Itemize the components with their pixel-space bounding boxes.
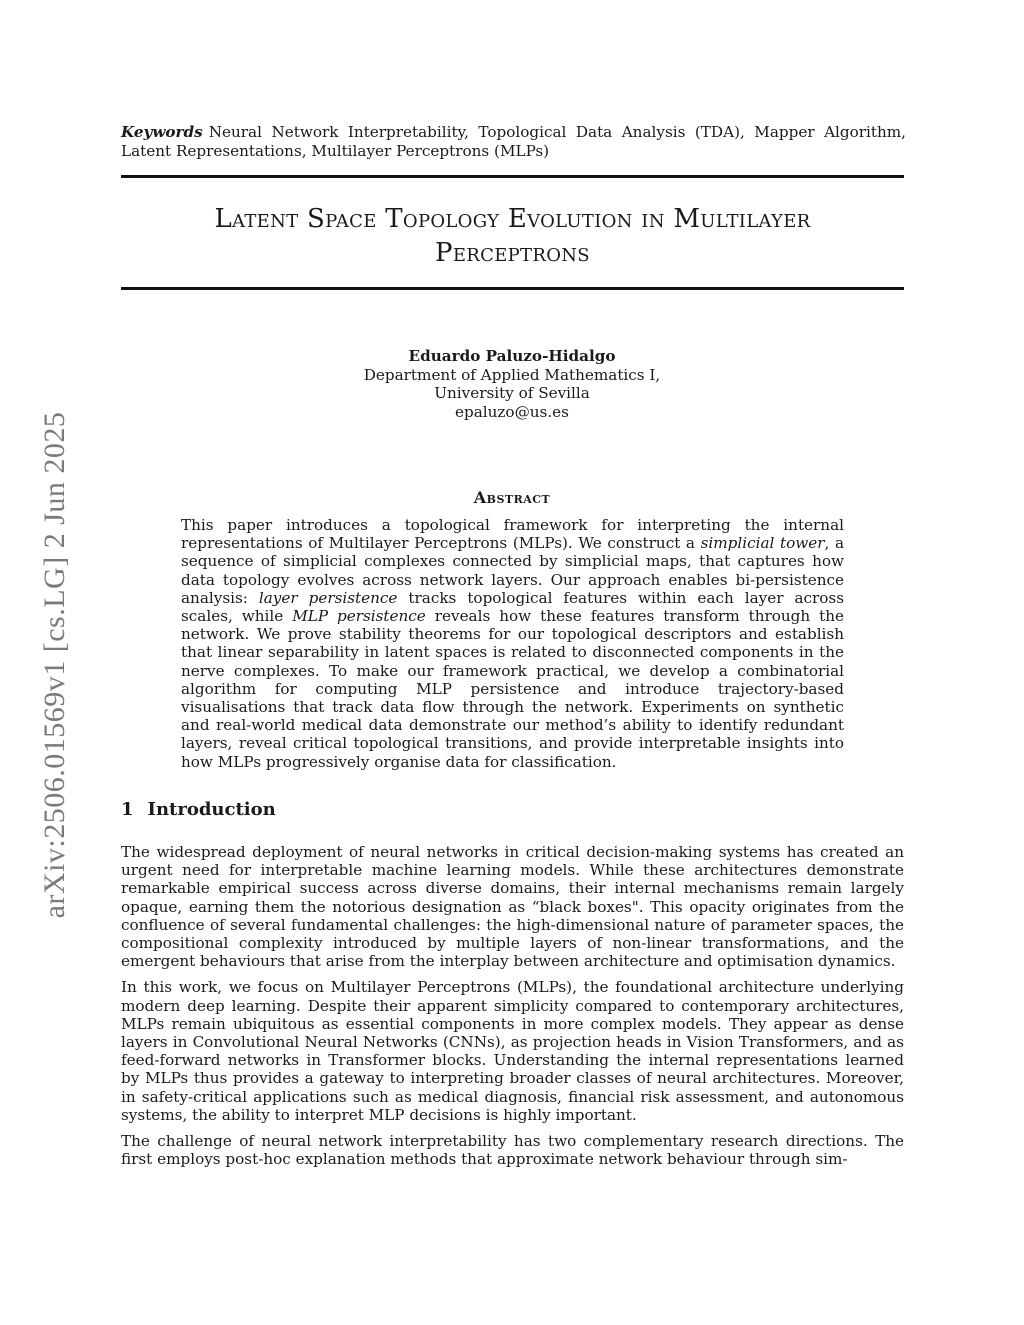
paper-title-line-1: Latent Space Topology Evolution in Multilayer	[214, 204, 811, 234]
section-heading-introduction	[121, 799, 276, 820]
title-top-rule	[121, 175, 904, 178]
author-name: Eduardo Paluzo-Hidalgo	[408, 347, 616, 365]
section-title: Introduction	[147, 799, 276, 820]
body-paragraph-2: In this work, we focus on Multilayer Perceptrons (MLPs), the foundational architecture underlying modern deep learning. Despite their apparent simplicity compared to contemporary architectures, MLPs remain ubiquitous as essential components in more complex models. They appear as dense layers in Convolutional Neural Networks (CNNs), as projection heads in Vision Transformers, and as feed-forward networks in Transformer blocks. Understanding the internal representations learned by MLPs thus provides a gateway to interpreting broader classes of neural architectures. Moreover, in safety-critical applications such as medical diagnosis, financial risk assessment, and autonomous systems, the ability to interpret MLP decisions is highly important.	[121, 978, 904, 1124]
abstract-text	[181, 516, 844, 771]
keywords-label: Keywords	[121, 123, 203, 141]
keywords-text: Neural Network Interpretability, Topological Data Analysis (TDA), Mapper Algorithm, Latent Representations, Multilayer Perceptrons (MLPs)	[121, 123, 906, 160]
body-paragraph-1: The widespread deployment of neural networks in critical decision-making systems has created an urgent need for interpretable machine learning models. While these architectures demonstrate remarkable empirical success across diverse domains, their internal mechanisms remain largely opaque, earning them the notorious designation as “black boxes". This opacity originates from the confluence of several fundamental challenges: the high-dimensional nature of parameter spaces, the compositional complexity introduced by multiple layers of non-linear transformations, and the emergent behaviours that arise from the interplay between architecture and optimisation dynamics.	[121, 843, 904, 971]
abstract-part-1: This paper introduces a topological framework for interpreting the internal representations of Multilayer Perceptrons (MLPs). We construct a	[181, 516, 844, 553]
section-number: 1	[121, 799, 134, 820]
abstract-part-2: , a sequence of simplicial complexes connected by simplicial maps, that captures how data topology evolves across network layers. Our approach enables bi-persistence analysis:	[181, 534, 844, 607]
abstract-emphasis-simplicial-tower: simplicial tower	[700, 534, 825, 553]
title-bottom-rule	[121, 287, 904, 290]
keywords-block	[121, 123, 906, 161]
abstract-heading: Abstract	[473, 488, 551, 507]
author-block	[0, 347, 1024, 421]
author-department: Department of Applied Mathematics I,	[363, 365, 661, 384]
abstract-emphasis-layer-persistence: layer persistence	[258, 588, 398, 607]
introduction-body	[121, 843, 904, 1176]
body-paragraph-3: The challenge of neural network interpretability has two complementary research directions. The first employs post-hoc explanation methods that approximate network behaviour through sim-	[121, 1132, 904, 1169]
author-email[interactable]: epaluzo@us.es	[455, 402, 569, 421]
abstract-part-4: reveals how these features transform through the network. We prove stability theorems for our topological descriptors and establish that linear separability in latent spaces is related to disconnected components in the nerve complexes. To make our framework practical, we develop a combinatorial algorithm for computing MLP persistence and introduce trajectory-based visualisations that track data flow through the network. Experiments on synthetic and real-world medical data demonstrate our method’s ability to identify redundant layers, reveal critical topological transitions, and provide interpretable insights into how MLPs progressively organise data for classification.	[181, 607, 844, 771]
paper-title-line-2: Perceptrons	[435, 238, 590, 268]
author-university: University of Sevilla	[434, 384, 590, 402]
arxiv-identifier-stamp: arXiv:2506.01569v1 [cs.LG] 2 Jun 2025	[38, 411, 71, 919]
abstract-part-3: tracks topological features within each layer across scales, while	[181, 588, 845, 626]
abstract-emphasis-mlp-persistence: MLP persistence	[292, 607, 426, 626]
paper-title	[121, 202, 904, 270]
